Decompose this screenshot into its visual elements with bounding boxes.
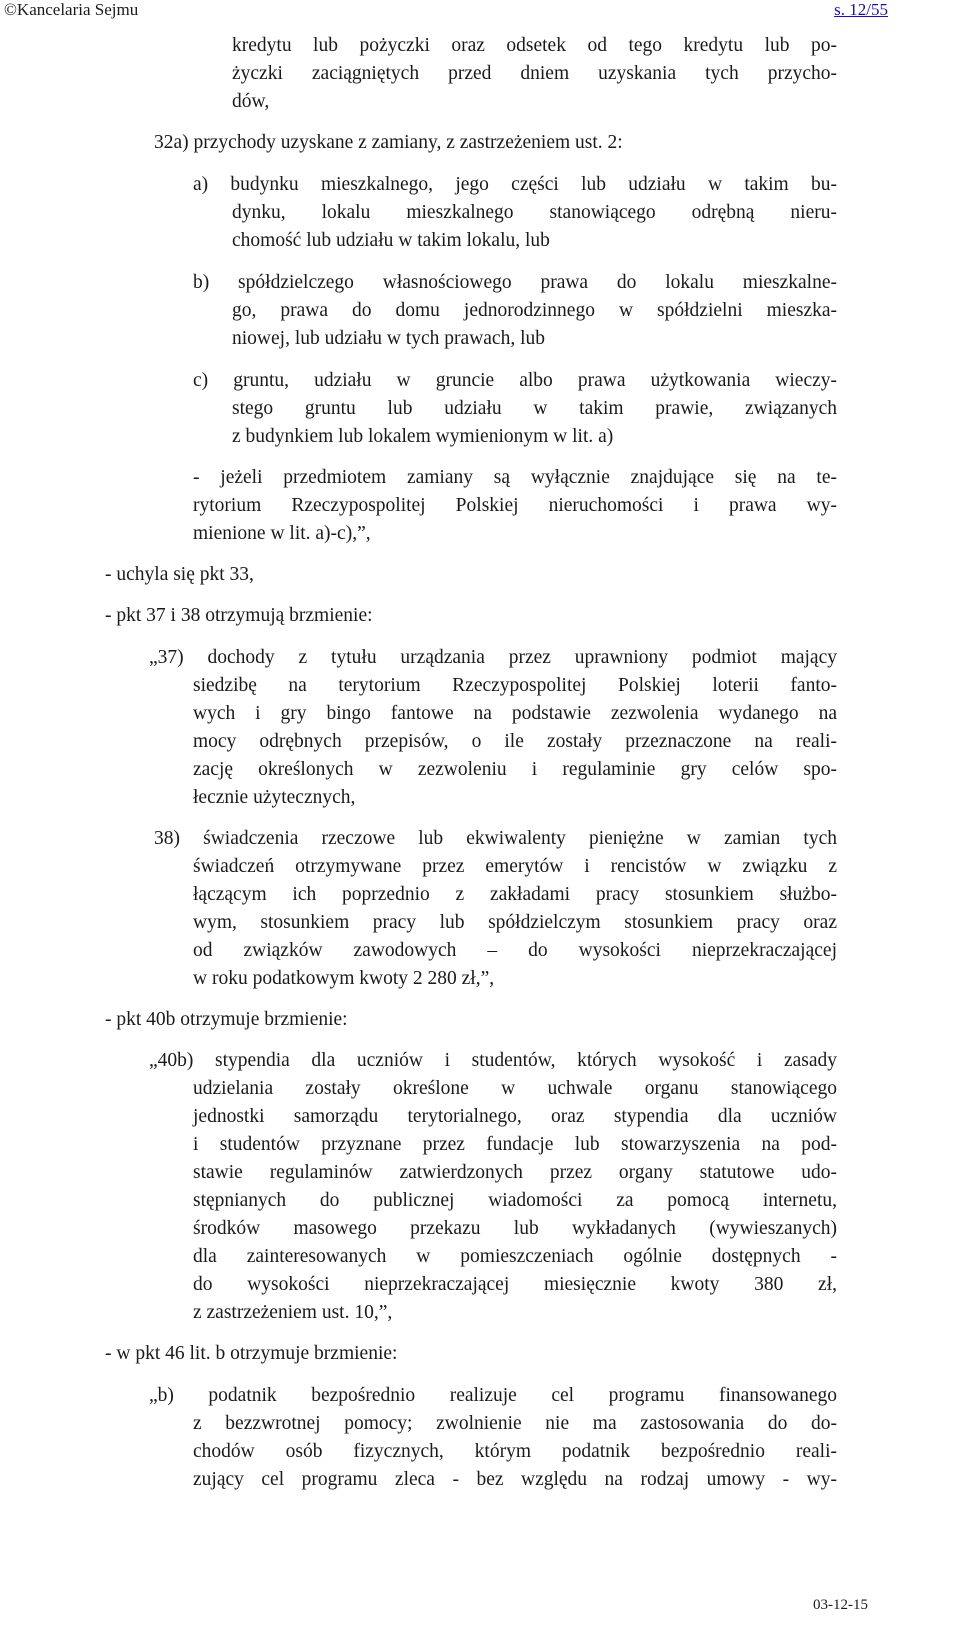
text-line: z zastrzeżeniem ust. 10,”, — [193, 1302, 393, 1323]
text-line: środków masowego przekazu lub wykładanych (wywieszanych) — [193, 1218, 837, 1239]
text-line: życzki zaciągniętych przed dniem uzyskania tych przycho- — [232, 63, 837, 84]
text-line: w roku podatkowym kwoty 2 280 zł,”, — [193, 968, 495, 989]
text-line: - w pkt 46 lit. b otrzymuje brzmienie: — [105, 1343, 398, 1364]
text-line: 32a) przychody uzyskane z zamiany, z zastrzeżeniem ust. 2: — [154, 132, 623, 153]
text-line: - uchyla się pkt 33, — [105, 564, 254, 585]
page-number-link[interactable]: s. 12/55 — [834, 0, 888, 19]
text-line: mocy odrębnych przepisów, o ile zostały przeznaczone na reali- — [193, 731, 837, 752]
text-line: stępnianych do publicznej wiadomości za pomocą internetu, — [193, 1190, 837, 1211]
text-line: jednostki samorządu terytorialnego, oraz stypendia dla uczniów — [193, 1106, 837, 1127]
text-line: kredytu lub pożyczki oraz odsetek od tego kredytu lub po- — [232, 35, 837, 56]
text-line: łączącym ich poprzednio z zakładami pracy stosunkiem służbo- — [193, 884, 837, 905]
text-line: „b) podatnik bezpośrednio realizuje cel programu finansowanego — [149, 1385, 837, 1406]
text-line: łecznie użytecznych, — [193, 787, 356, 808]
text-line: stego gruntu lub udziału w takim prawie, związanych — [232, 398, 837, 419]
text-line: niowej, lub udziału w tych prawach, lub — [232, 328, 545, 349]
text-line: b) spółdzielczego własnościowego prawa do lokalu mieszkalne- — [193, 272, 837, 293]
text-line: wym, stosunkiem pracy lub spółdzielczym stosunkiem pracy oraz — [193, 912, 837, 933]
text-line: „37) dochody z tytułu urządzania przez uprawniony podmiot mający — [149, 647, 837, 668]
text-line: do wysokości nieprzekraczającej miesięcznie kwoty 380 zł, — [193, 1274, 837, 1295]
text-line: dów, — [232, 91, 270, 112]
text-line: - pkt 37 i 38 otrzymują brzmienie: — [105, 605, 373, 626]
text-line: z bezzwrotnej pomocy; zwolnienie nie ma zastosowania do do- — [193, 1413, 837, 1434]
document-date-footer: 03-12-15 — [813, 1597, 868, 1613]
text-line: „40b) stypendia dla uczniów i studentów, których wysokość i zasady — [149, 1050, 837, 1071]
text-line: od związków zawodowych – do wysokości nieprzekraczającej — [193, 940, 837, 961]
text-line: chomość lub udziału w takim lokalu, lub — [232, 230, 550, 251]
text-line: 38) świadczenia rzeczowe lub ekwiwalenty pieniężne w zamian tych — [154, 828, 837, 849]
text-line: - jeżeli przedmiotem zamiany są wyłącznie znajdujące się na te- — [193, 467, 837, 488]
text-line: rytorium Rzeczypospolitej Polskiej nieruchomości i prawa wy- — [193, 495, 837, 516]
text-line: go, prawa do domu jednorodzinnego w spółdzielni mieszka- — [232, 300, 837, 321]
text-line: udzielania zostały określone w uchwale organu stanowiącego — [193, 1078, 837, 1099]
text-line: - pkt 40b otrzymuje brzmienie: — [105, 1009, 348, 1030]
text-line: dla zainteresowanych w pomieszczeniach ogólnie dostępnych - — [193, 1246, 837, 1267]
publisher-label: ©Kancelaria Sejmu — [4, 0, 139, 19]
text-line: stawie regulaminów zatwierdzonych przez organy statutowe udo- — [193, 1162, 837, 1183]
page-header — [0, 0, 960, 22]
text-line: zację określonych w zezwoleniu i regulaminie gry celów spo- — [193, 759, 837, 780]
text-line: c) gruntu, udziału w gruncie albo prawa użytkowania wieczy- — [193, 370, 837, 391]
text-line: mienione w lit. a)-c),”, — [193, 523, 371, 544]
text-line: siedzibę na terytorium Rzeczypospolitej Polskiej loterii fanto- — [193, 675, 837, 696]
text-line: z budynkiem lub lokalem wymienionym w lit. a) — [232, 426, 614, 447]
text-line: i studentów przyznane przez fundacje lub stowarzyszenia na pod- — [193, 1134, 837, 1155]
text-line: chodów osób fizycznych, którym podatnik bezpośrednio reali- — [193, 1441, 837, 1462]
text-line: dynku, lokalu mieszkalnego stanowiącego odrębną nieru- — [232, 202, 837, 223]
text-line: wych i gry bingo fantowe na podstawie zezwolenia wydanego na — [193, 703, 837, 724]
text-line: zujący cel programu zleca - bez względu na rodzaj umowy - wy- — [193, 1469, 837, 1490]
text-line: świadczeń otrzymywane przez emerytów i rencistów w związku z — [193, 856, 837, 877]
text-line: a) budynku mieszkalnego, jego części lub udziału w takim bu- — [193, 174, 837, 195]
